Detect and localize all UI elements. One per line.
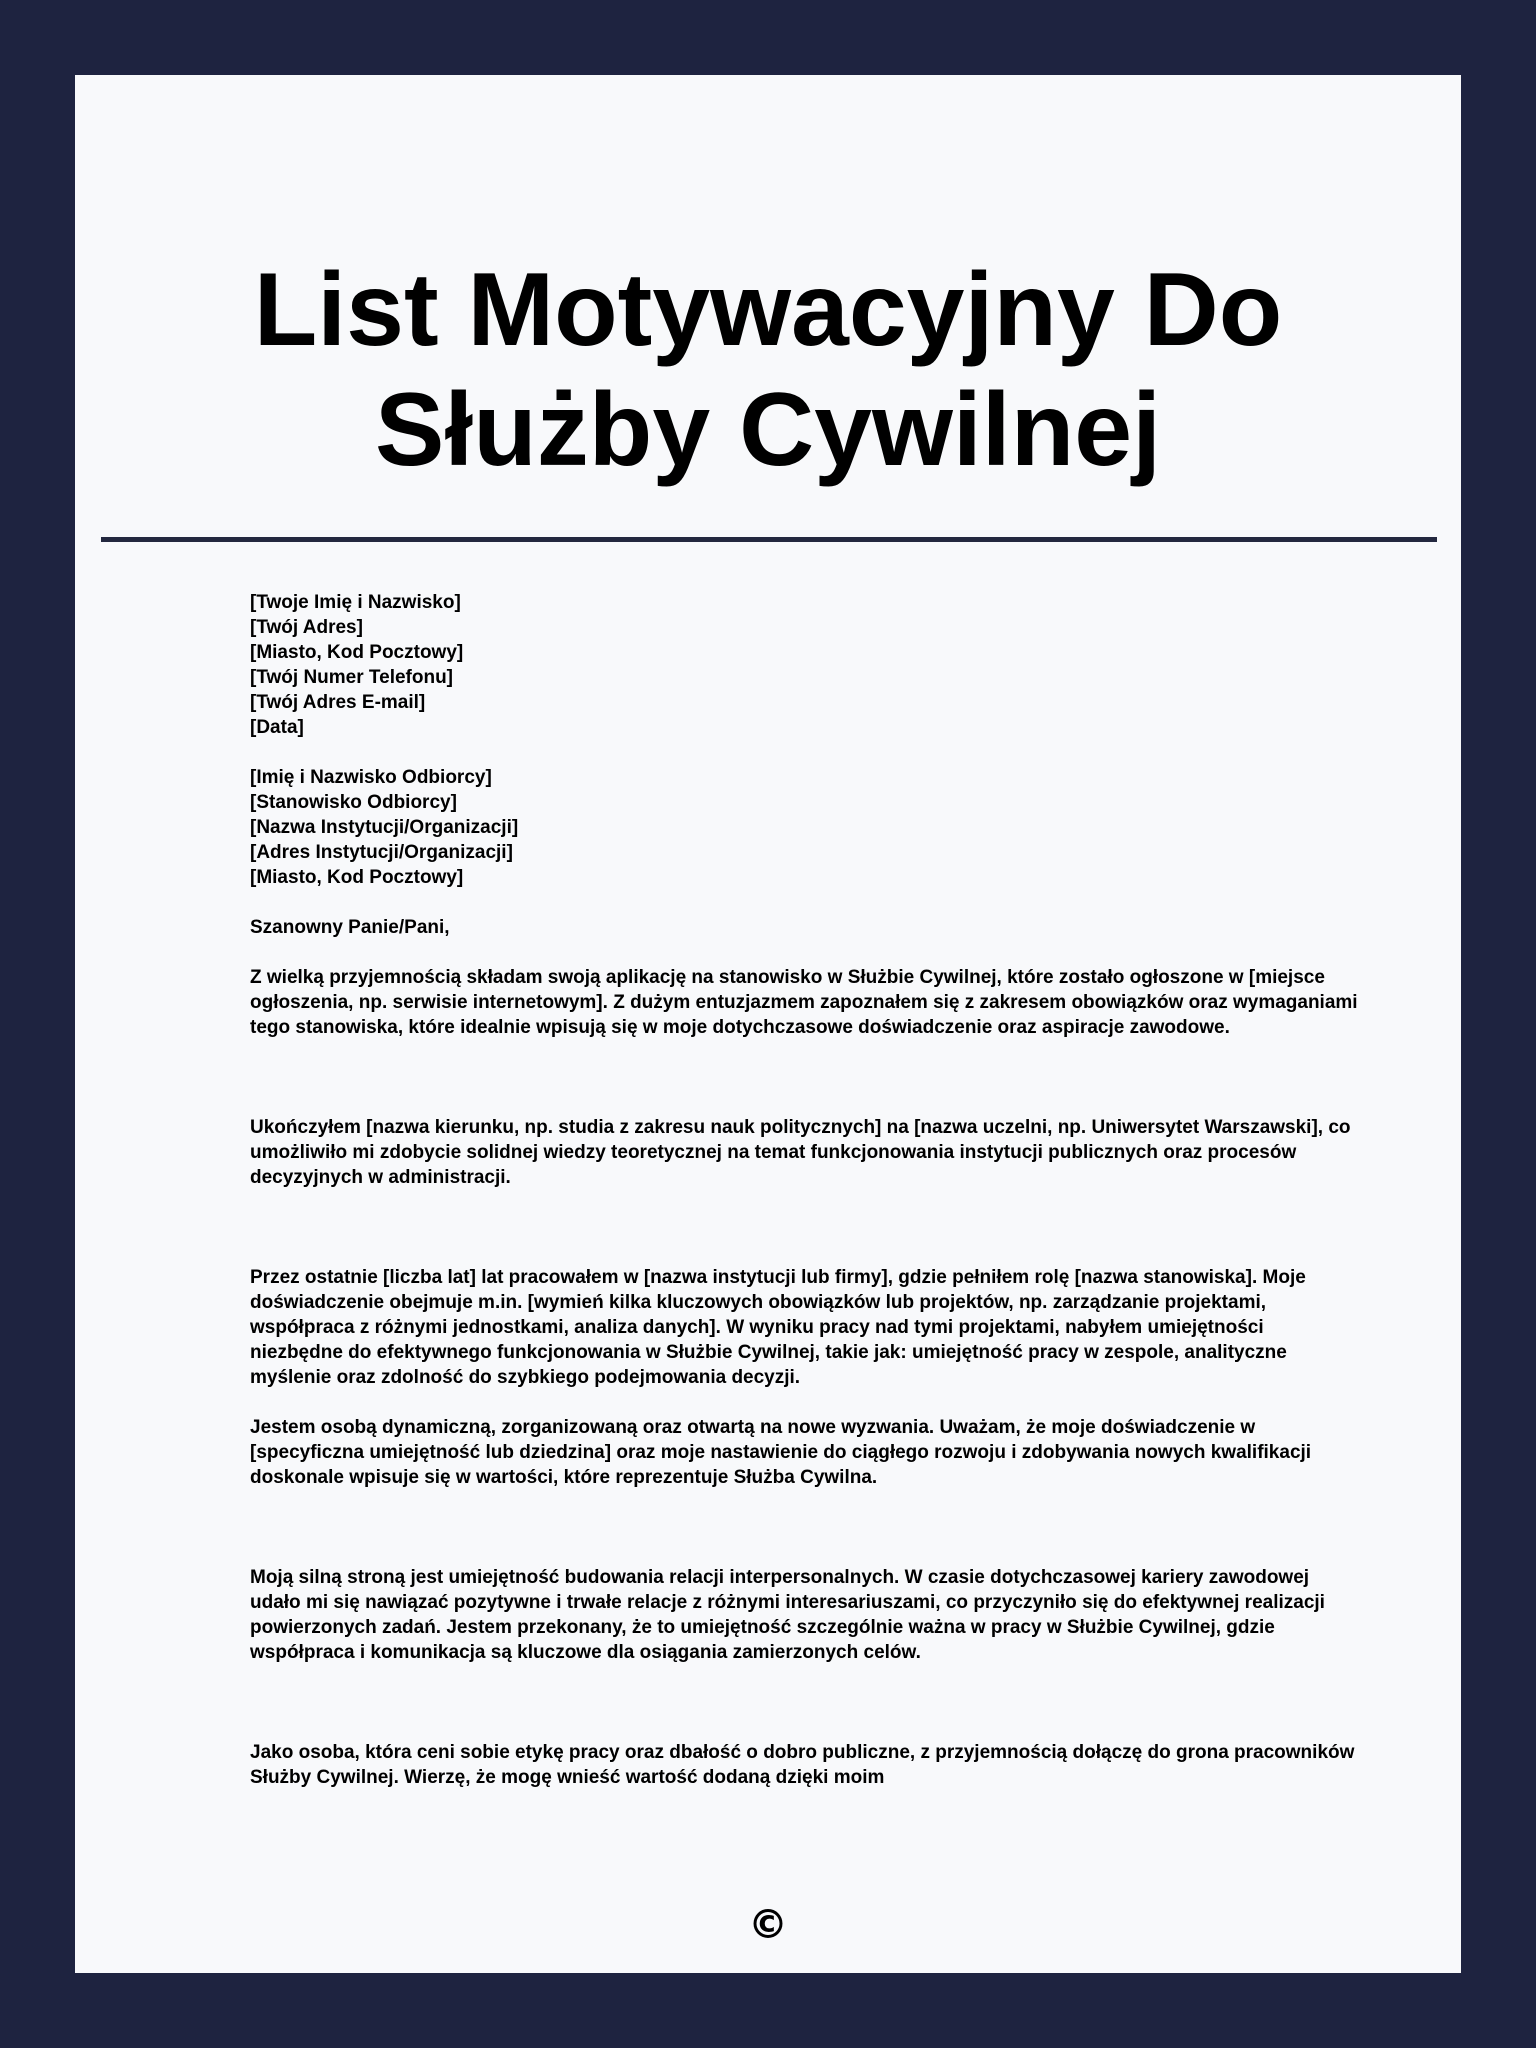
copyright-icon: © [748, 1902, 788, 1948]
sender-email: [Twój Adres E-mail] [250, 692, 426, 713]
paragraph-closing: Jako osoba, która ceni sobie etykę pracy oraz dbałość o dobro publiczne, z przyjemnością dołączę do grona pracowników Służby Cywilnej. Wierzę, że mogę wnieść wartość dodaną dzięki moim [250, 1742, 1355, 1788]
sender-block [250, 590, 1360, 740]
title-divider [101, 537, 1437, 542]
recipient-position: [Stanowisko Odbiorcy] [250, 792, 457, 813]
letter-body [250, 590, 1360, 1790]
recipient-name: [Imię i Nazwisko Odbiorcy] [250, 767, 492, 788]
page-title: List Motywacyjny Do Służby Cywilnej [253, 252, 1283, 488]
paragraph-relations: Moją silną stroną jest umiejętność budowania relacji interpersonalnych. W czasie dotychczasowej kariery zawodowej udało mi się nawiązać pozytywne i trwałe relacje z różnymi interesariuszami, co przyczyniło się do efektywnej realizacji powierzonych zadań. Jestem przekonany, że to umiejętność szczególnie ważna w pracy w Służbie Cywilnej, gdzie współpraca i komunikacja są kluczowe dla osiągania zamierzonych celów. [250, 1567, 1325, 1663]
recipient-organization: [Nazwa Instytucji/Organizacji] [250, 817, 519, 838]
sender-city: [Miasto, Kod Pocztowy] [250, 642, 464, 663]
paragraph-personality: Jestem osobą dynamiczną, zorganizowaną oraz otwartą na nowe wyzwania. Uważam, że moje doświadczenie w [specyficzna umiejętność lub dziedzina] oraz moje nastawienie do ciągłego rozwoju i zdobywania nowych kwalifikacji doskonale wpisuje się w wartości, które reprezentuje Służba Cywilna. [250, 1417, 1312, 1488]
recipient-block [250, 765, 1360, 890]
recipient-city: [Miasto, Kod Pocztowy] [250, 867, 464, 888]
document-page [75, 75, 1461, 1973]
paragraph-intro: Z wielką przyjemnością składam swoją aplikację na stanowisko w Służbie Cywilnej, które zostało ogłoszone w [miejsce ogłoszenia, np. serwisie internetowym]. Z dużym entuzjazmem zapoznałem się z zakresem obowiązków oraz wymaganiami tego stanowiska, które idealnie wpisują się w moje dotychczasowe doświadczenie oraz aspiracje zawodowe. [250, 967, 1358, 1038]
sender-date: [Data] [250, 717, 304, 738]
sender-name: [Twoje Imię i Nazwisko] [250, 592, 461, 613]
paragraph-education: Ukończyłem [nazwa kierunku, np. studia z zakresu nauk politycznych] na [nazwa uczelni, np. Uniwersytet Warszawski], co umożliwiło mi zdobycie solidnej wiedzy teoretycznej na temat funkcjonowania instytucji publicznych oraz procesów decyzyjnych w administracji. [250, 1117, 1351, 1188]
salutation: Szanowny Panie/Pani, [250, 917, 450, 938]
sender-address: [Twój Adres] [250, 617, 363, 638]
paragraph-experience: Przez ostatnie [liczba lat] lat pracowałem w [nazwa instytucji lub firmy], gdzie pełniłem rolę [nazwa stanowiska]. Moje doświadczenie obejmuje m.in. [wymień kilka kluczowych obowiązków lub projektów, np. zarządzanie projektami, współpraca z różnymi jednostkami, analiza danych]. W wyniku pracy nad tymi projektami, nabyłem umiejętności niezbędne do efektywnego funkcjonowania w Służbie Cywilnej, takie jak: umiejętność pracy w zespole, analityczne myślenie oraz zdolność do szybkiego podejmowania decyzji. [250, 1267, 1306, 1388]
recipient-address: [Adres Instytucji/Organizacji] [250, 842, 513, 863]
sender-phone: [Twój Numer Telefonu] [250, 667, 454, 688]
